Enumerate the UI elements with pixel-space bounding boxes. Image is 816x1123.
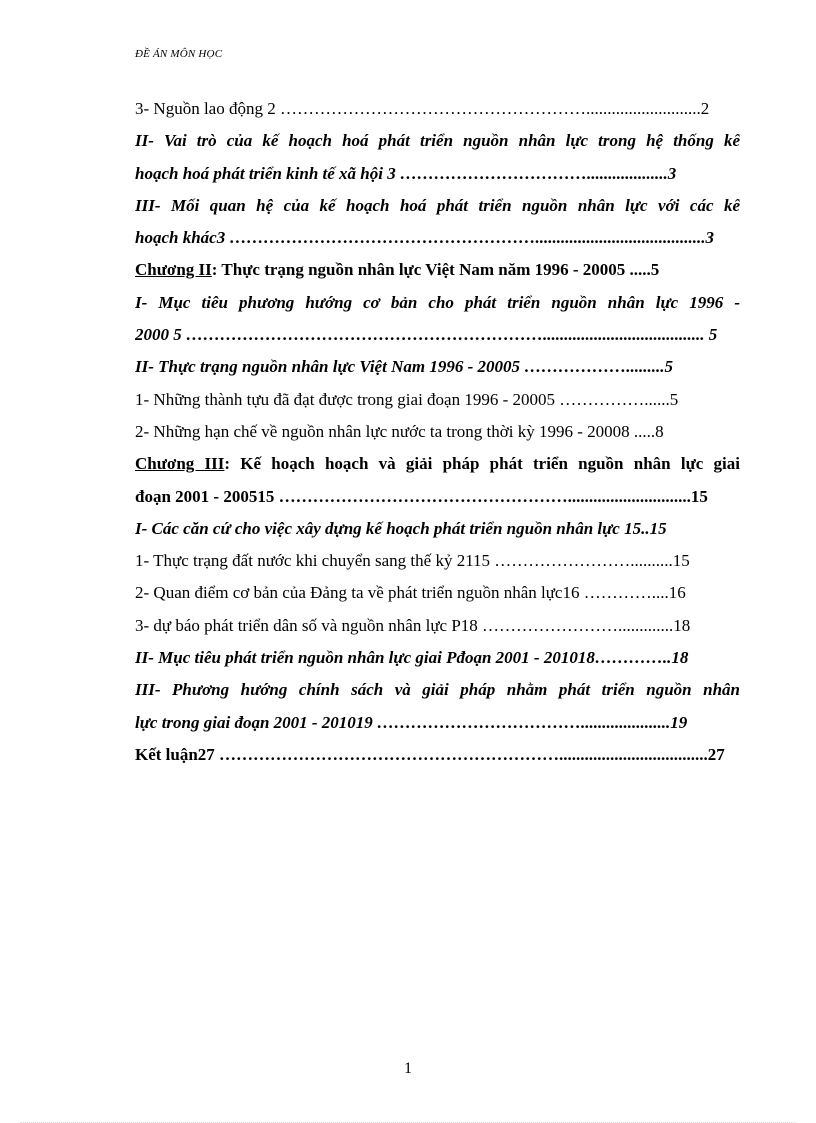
toc-entry: [135, 450, 740, 482]
page-number: 1: [404, 1060, 412, 1077]
chapter-label: Chương III: [135, 454, 225, 474]
toc-entry: [135, 353, 740, 385]
toc-entry: [135, 676, 740, 708]
toc-entry-text: 3- Nguồn lao động 2 ………………………………………………...........................2: [135, 99, 710, 118]
toc-entry: [135, 515, 740, 547]
toc-entry-text: đoạn 2001 - 200515 …………………………………………….............................15: [135, 486, 708, 506]
toc-entry: [135, 256, 740, 288]
chapter-label: Chương II: [135, 260, 212, 280]
toc-entry: [135, 386, 740, 418]
toc-entry: [135, 741, 740, 773]
toc-entry: [135, 224, 740, 256]
toc-entry: [135, 579, 740, 611]
toc-entry-text: I- Các căn cứ cho việc xây dựng kế hoạch phát triển nguồn nhân lực 15..15: [135, 518, 667, 538]
toc-entry-text: I- Mục tiêu phương hướng cơ bản cho phát triển nguồn nhân lực 1996 -: [135, 292, 740, 312]
toc-entry-text: 1- Những thành tựu đã đạt được trong giai đoạn 1996 - 20005 ……………......5: [135, 389, 679, 409]
toc-entry-text: III- Mối quan hệ của kế hoạch hoá phát triển nguồn nhân lực với các kế: [135, 195, 740, 215]
toc-entry: [135, 289, 740, 321]
toc-entry: [135, 95, 740, 127]
toc-entry-text: : Kế hoạch hoạch và giải pháp phát triển nguồn nhân lực giai: [224, 454, 740, 474]
toc-entry: [135, 418, 740, 450]
toc-entry-text: 2- Quan điểm cơ bản của Đảng ta về phát triển nguồn nhân lực16 …………....16: [135, 583, 686, 603]
toc-entry-text: : Thực trạng nguồn nhân lực Việt Nam năm 1996 - 20005 .....5: [211, 260, 660, 280]
toc-entry: [135, 321, 740, 353]
toc-entry-text: 2- Những hạn chế về nguồn nhân lực nước ta trong thời kỳ 1996 - 20008 .....8: [135, 421, 664, 441]
toc-entry-text: III- Phương hướng chính sách và giải pháp nhằm phát triển nguồn nhân: [135, 680, 740, 700]
toc-entry: [135, 644, 740, 676]
toc-entry: [135, 192, 740, 224]
toc-entry-text: lực trong giai đoạn 2001 - 201019 ……………………………….....................19: [135, 712, 688, 732]
toc-entry-text: 2000 5 ………………………………………………………...................................... 5: [135, 325, 718, 345]
toc-entry-text: hoạch hoá phát triển kinh tế xã hội 3 ……………………………...................3: [135, 163, 677, 183]
toc-entry: [135, 709, 740, 741]
toc-entry-text: hoạch khác3 ………………………………………………........................................3: [135, 228, 714, 248]
toc-entry-text: II- Vai trò của kế hoạch hoá phát triển nguồn nhân lực trong hệ thống kế: [135, 131, 740, 151]
toc-entry-text: 1- Thực trạng đất nước khi chuyển sang thế kỷ 2115 ……………………..........15: [135, 551, 690, 571]
table-of-contents: [135, 95, 740, 773]
toc-entry-text: Kết luận27 ……………………………………………………...................................27: [135, 744, 725, 764]
page-header: ĐỀ ÁN MÔN HỌC: [135, 48, 223, 60]
toc-entry: [135, 127, 740, 159]
toc-entry: [135, 547, 740, 579]
toc-entry: [135, 483, 740, 515]
toc-entry: [135, 612, 740, 644]
toc-entry: [135, 160, 740, 192]
toc-entry-text: II- Mục tiêu phát triển nguồn nhân lực giai Pđoạn 2001 - 201018…………..18: [135, 648, 689, 668]
toc-entry-text: II- Thực trạng nguồn nhân lực Việt Nam 1996 - 20005 ……………….........5: [135, 357, 673, 377]
toc-entry-text: 3- dự báo phát triển dân số và nguồn nhân lực P18 …………………….............18: [135, 615, 691, 635]
